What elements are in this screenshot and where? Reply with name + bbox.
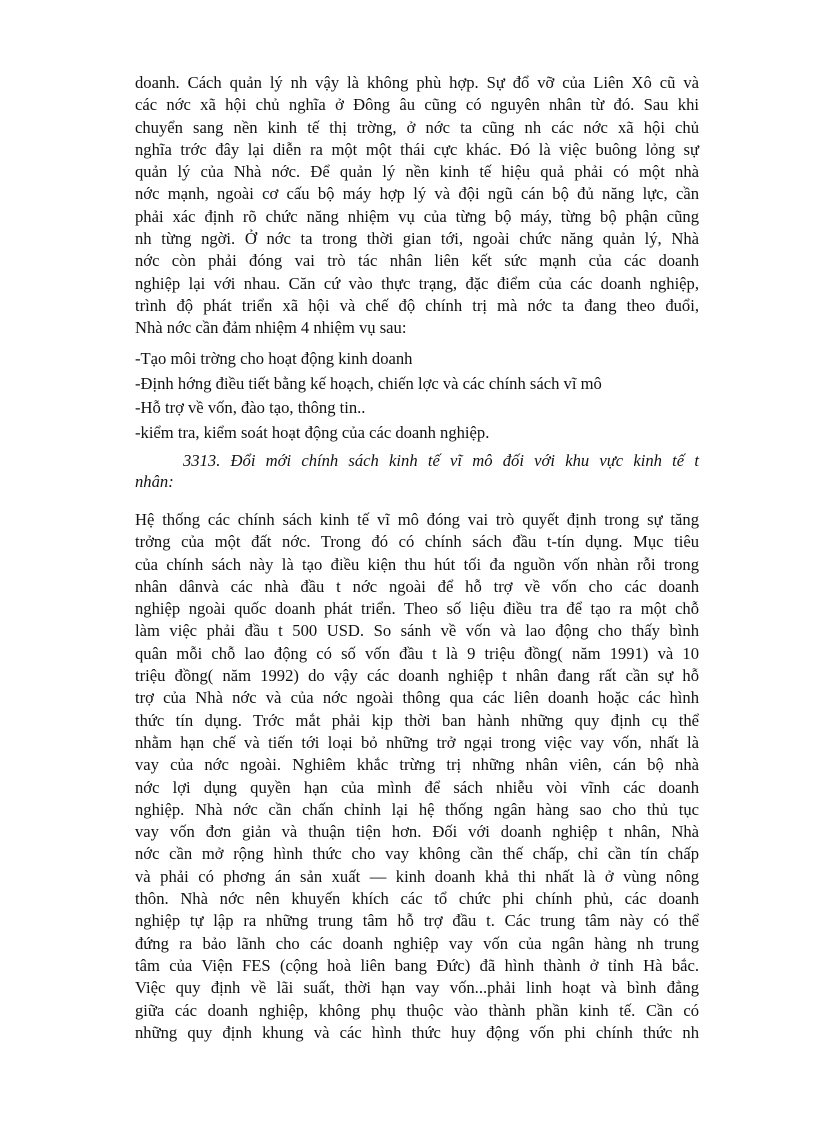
text-line: nớc lợi dụng quyền hạn của mình để sách nhiễu vòi vĩnh các doanh bbox=[135, 777, 699, 797]
text-line: nớc cần mở rộng hình thức cho vay không cần thế chấp, chỉ cần tín chấp bbox=[135, 844, 699, 864]
text-line: đứng ra bảo lãnh cho các doanh nghiệp vay vốn của ngân hàng nh trung bbox=[135, 933, 699, 953]
text-line: trình độ phát triển xã hội và chế độ chính trị mà nớc ta đang theo đuổi, bbox=[135, 295, 699, 315]
text-line: nh từng ngời. Ở nớc ta trong thời gian tới, ngoài chức năng quản lý, Nhà bbox=[135, 229, 699, 249]
text-line: nghiệp lại với nhau. Căn cứ vào thực trạng, đặc điểm của các doanh nghiệp, bbox=[135, 273, 699, 293]
text-line: quân mỗi chỗ lao động có số vốn đầu t là 9 triệu đồng( năm 1991) và 10 bbox=[135, 643, 699, 663]
text-line: nớc mạnh, ngoài cơ cấu bộ máy hợp lý và đội ngũ cán bộ đủ năng lực, cần bbox=[135, 184, 699, 204]
paragraph-state-role bbox=[135, 72, 699, 340]
text-line: thức tín dụng. Trớc mắt phải kịp thời ban hành những quy định cụ thể bbox=[135, 710, 699, 730]
text-line: nớc còn phải đóng vai trò tác nhân liên kết sức mạnh của các doanh bbox=[135, 251, 699, 271]
text-line: giữa các doanh nghiệp, không phụ thuộc vào thành phần kinh tế. Cần có bbox=[135, 1000, 699, 1020]
text-line: Việc quy định về lãi suất, thời hạn vay vốn...phải linh hoạt và bình đẳng bbox=[135, 978, 699, 998]
text-line: quản lý của Nhà nớc. Để quản lý nền kinh tế hiệu quả phải có một nhà bbox=[135, 162, 699, 182]
text-line: nghiệp ngoài quốc doanh phát triển. Theo số liệu điều tra để tạo ra một chỗ bbox=[135, 599, 699, 619]
list-item: -Định hớng điều tiết bằng kế hoạch, chiến lợc và các chính sách vĩ mô bbox=[135, 373, 602, 393]
text-line: nghiệp. Nhà nớc cần chấn chỉnh lại hệ thống ngân hàng sao cho thủ tục bbox=[135, 799, 699, 819]
paragraph-macro-policy bbox=[135, 509, 699, 1044]
text-line: triệu đồng( năm 1992) do vậy các doanh nghiệp t nhân đang rất cần sự hỗ bbox=[135, 666, 699, 686]
list-item: -kiểm tra, kiểm soát hoạt động của các doanh nghiệp. bbox=[135, 423, 490, 443]
text-line: nghĩa trớc đây lại diễn ra một một thái cực khác. Đó là việc buông lỏng sự bbox=[135, 139, 699, 159]
text-line: nhằm hạn chế và tiến tới loại bỏ những trở ngại trong việc vay vốn, nhất là bbox=[135, 732, 699, 752]
text-line: vay vốn đơn giản và thuận tiện hơn. Đối với doanh nghiệp t nhân, Nhà bbox=[135, 822, 699, 842]
text-line: doanh. Cách quản lý nh vậy là không phù hợp. Sự đổ vỡ của Liên Xô cũ và bbox=[135, 73, 699, 92]
text-line: trợ của Nhà nớc và của nớc ngoài thông qua các liên doanh hoặc các hình bbox=[135, 688, 699, 708]
list-item: -Hỗ trợ về vốn, đào tạo, thông tin.. bbox=[135, 398, 366, 418]
text-line: các nớc xã hội chủ nghĩa ở Đông âu cũng có nguyên nhân từ đó. Sau khi bbox=[135, 95, 699, 115]
heading-line: nhân: bbox=[135, 471, 174, 491]
text-line: Nhà nớc cần đảm nhiệm 4 nhiệm vụ sau: bbox=[135, 318, 407, 338]
text-line: nhân dânvà các nhà đầu t nớc ngoài để hỗ trợ về vốn cho các doanh bbox=[135, 576, 699, 596]
text-line: chuyển sang nền kinh tế thị trờng, ở nớc ta cũng nh các nớc xã hội chủ bbox=[135, 117, 699, 137]
text-line: nghiệp tự lập ra những trung tâm hỗ trợ đầu t. Các trung tâm này có thể bbox=[135, 911, 699, 931]
text-line: những quy định khung và các hình thức huy động vốn phi chính thức nh bbox=[135, 1022, 699, 1042]
text-line: thôn. Nhà nớc nên khuyến khích các tổ chức phi chính phủ, các doanh bbox=[135, 889, 699, 909]
text-line: Hệ thống các chính sách kinh tế vĩ mô đóng vai trò quyết định trong sự tăng bbox=[135, 510, 699, 529]
text-line: làm việc phải đầu t 500 USD. So sánh về vốn và lao động cho thấy bình bbox=[135, 621, 699, 641]
text-line: vay của nớc ngoài. Nghiêm khắc trừng trị những nhân viên, cán bộ nhà bbox=[135, 755, 699, 775]
section-heading bbox=[135, 451, 699, 492]
text-line: và phải có phơng án sản xuất — kinh doanh khả thi nhất là ở vùng nông bbox=[135, 866, 699, 886]
text-line: tâm của Viện FES (cộng hoà liên bang Đức) đã hình thành ở tỉnh Hà bắc. bbox=[135, 955, 699, 975]
text-line: trởng của một đất nớc. Trong đó có chính sách đầu t-tín dụng. Mục tiêu bbox=[135, 532, 699, 552]
text-line: của chính sách này là tạo điều kiện thu hút tối đa nguồn vốn nhàn rỗi trong bbox=[135, 554, 699, 574]
heading-line: 3313. Đổi mới chính sách kinh tế vĩ mô đối với khu vực kinh tế t bbox=[183, 451, 699, 470]
list-item: -Tạo môi trờng cho hoạt động kinh doanh bbox=[135, 349, 413, 368]
tasks-list bbox=[135, 347, 699, 446]
text-line: phải xác định rõ chức năng nhiệm vụ của từng bộ máy, từng bộ phận cũng bbox=[135, 206, 699, 226]
